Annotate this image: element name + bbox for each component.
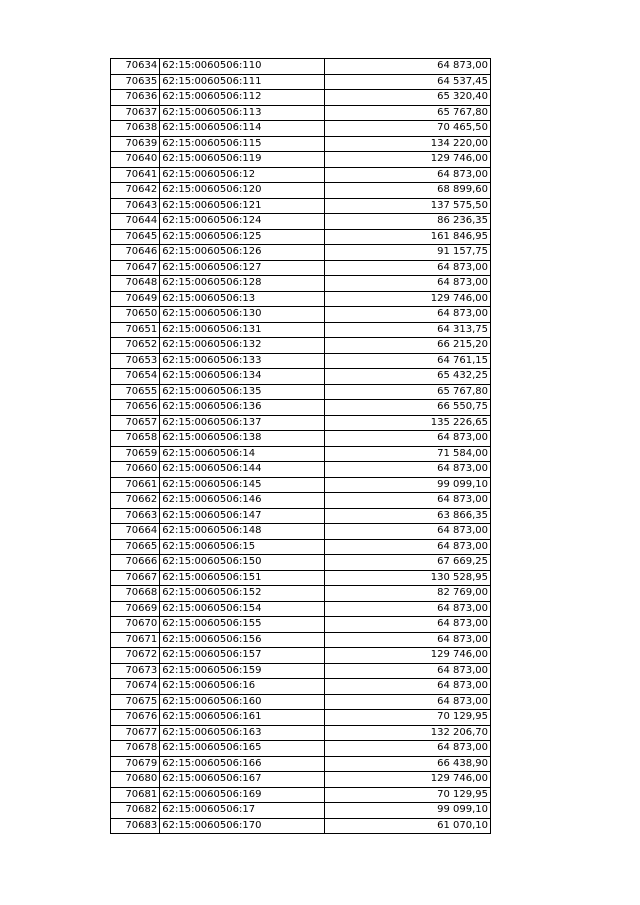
cadastral-number-cell: 62:15:0060506:167: [160, 772, 325, 788]
row-number-cell: 70677: [111, 725, 160, 741]
cadastral-number-cell: 62:15:0060506:131: [160, 322, 325, 338]
cadastral-number-cell: 62:15:0060506:15: [160, 539, 325, 555]
records-table: [110, 58, 491, 834]
cadastral-number-cell: 62:15:0060506:113: [160, 105, 325, 121]
row-number-cell: 70645: [111, 229, 160, 245]
cadastral-number-cell: 62:15:0060506:145: [160, 477, 325, 493]
amount-cell: 64 761,15: [325, 353, 491, 369]
row-number-cell: 70668: [111, 586, 160, 602]
table-row: [111, 555, 491, 571]
amount-cell: 64 537,45: [325, 74, 491, 90]
table-row: [111, 648, 491, 664]
row-number-cell: 70666: [111, 555, 160, 571]
table-row: [111, 260, 491, 276]
table-row: [111, 539, 491, 555]
records-table-body: [111, 59, 491, 834]
row-number-cell: 70655: [111, 384, 160, 400]
table-row: [111, 291, 491, 307]
cadastral-number-cell: 62:15:0060506:166: [160, 756, 325, 772]
table-row: [111, 446, 491, 462]
row-number-cell: 70681: [111, 787, 160, 803]
amount-cell: 65 767,80: [325, 105, 491, 121]
amount-cell: 134 220,00: [325, 136, 491, 152]
amount-cell: 129 746,00: [325, 291, 491, 307]
row-number-cell: 70634: [111, 59, 160, 75]
row-number-cell: 70646: [111, 245, 160, 261]
table-row: [111, 353, 491, 369]
table-row: [111, 493, 491, 509]
row-number-cell: 70659: [111, 446, 160, 462]
cadastral-number-cell: 62:15:0060506:132: [160, 338, 325, 354]
row-number-cell: 70662: [111, 493, 160, 509]
table-row: [111, 121, 491, 137]
row-number-cell: 70657: [111, 415, 160, 431]
row-number-cell: 70651: [111, 322, 160, 338]
row-number-cell: 70672: [111, 648, 160, 664]
table-row: [111, 90, 491, 106]
row-number-cell: 70647: [111, 260, 160, 276]
cadastral-number-cell: 62:15:0060506:120: [160, 183, 325, 199]
table-row: [111, 369, 491, 385]
row-number-cell: 70641: [111, 167, 160, 183]
cadastral-number-cell: 62:15:0060506:160: [160, 694, 325, 710]
row-number-cell: 70679: [111, 756, 160, 772]
table-row: [111, 415, 491, 431]
table-row: [111, 477, 491, 493]
table-row: [111, 229, 491, 245]
amount-cell: 64 873,00: [325, 260, 491, 276]
amount-cell: 71 584,00: [325, 446, 491, 462]
cadastral-number-cell: 62:15:0060506:125: [160, 229, 325, 245]
row-number-cell: 70656: [111, 400, 160, 416]
row-number-cell: 70669: [111, 601, 160, 617]
table-row: [111, 679, 491, 695]
amount-cell: 64 873,00: [325, 462, 491, 478]
amount-cell: 64 313,75: [325, 322, 491, 338]
amount-cell: 64 873,00: [325, 694, 491, 710]
table-row: [111, 322, 491, 338]
cadastral-number-cell: 62:15:0060506:165: [160, 741, 325, 757]
table-row: [111, 694, 491, 710]
cadastral-number-cell: 62:15:0060506:13: [160, 291, 325, 307]
amount-cell: 70 129,95: [325, 710, 491, 726]
row-number-cell: 70643: [111, 198, 160, 214]
table-row: [111, 276, 491, 292]
table-row: [111, 198, 491, 214]
cadastral-number-cell: 62:15:0060506:130: [160, 307, 325, 323]
row-number-cell: 70661: [111, 477, 160, 493]
row-number-cell: 70670: [111, 617, 160, 633]
amount-cell: 64 873,00: [325, 431, 491, 447]
row-number-cell: 70658: [111, 431, 160, 447]
table-row: [111, 586, 491, 602]
amount-cell: 129 746,00: [325, 772, 491, 788]
row-number-cell: 70635: [111, 74, 160, 90]
row-number-cell: 70653: [111, 353, 160, 369]
cadastral-number-cell: 62:15:0060506:152: [160, 586, 325, 602]
amount-cell: 66 438,90: [325, 756, 491, 772]
row-number-cell: 70642: [111, 183, 160, 199]
table-row: [111, 524, 491, 540]
amount-cell: 64 873,00: [325, 679, 491, 695]
cadastral-number-cell: 62:15:0060506:136: [160, 400, 325, 416]
row-number-cell: 70673: [111, 663, 160, 679]
row-number-cell: 70663: [111, 508, 160, 524]
amount-cell: 64 873,00: [325, 307, 491, 323]
cadastral-number-cell: 62:15:0060506:146: [160, 493, 325, 509]
row-number-cell: 70644: [111, 214, 160, 230]
cadastral-number-cell: 62:15:0060506:110: [160, 59, 325, 75]
table-row: [111, 710, 491, 726]
amount-cell: 137 575,50: [325, 198, 491, 214]
table-row: [111, 663, 491, 679]
table-row: [111, 601, 491, 617]
cadastral-number-cell: 62:15:0060506:138: [160, 431, 325, 447]
row-number-cell: 70665: [111, 539, 160, 555]
amount-cell: 132 206,70: [325, 725, 491, 741]
row-number-cell: 70667: [111, 570, 160, 586]
amount-cell: 64 873,00: [325, 59, 491, 75]
cadastral-number-cell: 62:15:0060506:151: [160, 570, 325, 586]
cadastral-number-cell: 62:15:0060506:112: [160, 90, 325, 106]
amount-cell: 82 769,00: [325, 586, 491, 602]
row-number-cell: 70674: [111, 679, 160, 695]
cadastral-number-cell: 62:15:0060506:148: [160, 524, 325, 540]
row-number-cell: 70639: [111, 136, 160, 152]
cadastral-number-cell: 62:15:0060506:157: [160, 648, 325, 664]
row-number-cell: 70640: [111, 152, 160, 168]
amount-cell: 86 236,35: [325, 214, 491, 230]
cadastral-number-cell: 62:15:0060506:161: [160, 710, 325, 726]
table-row: [111, 632, 491, 648]
amount-cell: 99 099,10: [325, 803, 491, 819]
amount-cell: 129 746,00: [325, 648, 491, 664]
amount-cell: 65 320,40: [325, 90, 491, 106]
cadastral-number-cell: 62:15:0060506:17: [160, 803, 325, 819]
cadastral-number-cell: 62:15:0060506:127: [160, 260, 325, 276]
table-row: [111, 772, 491, 788]
table-row: [111, 570, 491, 586]
cadastral-number-cell: 62:15:0060506:114: [160, 121, 325, 137]
amount-cell: 70 465,50: [325, 121, 491, 137]
table-row: [111, 214, 491, 230]
cadastral-number-cell: 62:15:0060506:137: [160, 415, 325, 431]
cadastral-number-cell: 62:15:0060506:135: [160, 384, 325, 400]
table-row: [111, 384, 491, 400]
row-number-cell: 70676: [111, 710, 160, 726]
table-row: [111, 338, 491, 354]
amount-cell: 65 767,80: [325, 384, 491, 400]
table-row: [111, 725, 491, 741]
table-row: [111, 136, 491, 152]
table-row: [111, 74, 491, 90]
cadastral-number-cell: 62:15:0060506:144: [160, 462, 325, 478]
cadastral-number-cell: 62:15:0060506:126: [160, 245, 325, 261]
table-row: [111, 803, 491, 819]
cadastral-number-cell: 62:15:0060506:147: [160, 508, 325, 524]
table-row: [111, 167, 491, 183]
cadastral-number-cell: 62:15:0060506:12: [160, 167, 325, 183]
cadastral-number-cell: 62:15:0060506:16: [160, 679, 325, 695]
table-row: [111, 105, 491, 121]
cadastral-number-cell: 62:15:0060506:124: [160, 214, 325, 230]
amount-cell: 64 873,00: [325, 617, 491, 633]
table-row: [111, 183, 491, 199]
amount-cell: 64 873,00: [325, 276, 491, 292]
row-number-cell: 70660: [111, 462, 160, 478]
cadastral-number-cell: 62:15:0060506:111: [160, 74, 325, 90]
amount-cell: 64 873,00: [325, 741, 491, 757]
cadastral-number-cell: 62:15:0060506:14: [160, 446, 325, 462]
cadastral-number-cell: 62:15:0060506:121: [160, 198, 325, 214]
amount-cell: 135 226,65: [325, 415, 491, 431]
row-number-cell: 70682: [111, 803, 160, 819]
amount-cell: 129 746,00: [325, 152, 491, 168]
table-row: [111, 617, 491, 633]
amount-cell: 91 157,75: [325, 245, 491, 261]
table-row: [111, 431, 491, 447]
cadastral-number-cell: 62:15:0060506:128: [160, 276, 325, 292]
amount-cell: 64 873,00: [325, 167, 491, 183]
table-row: [111, 818, 491, 834]
cadastral-number-cell: 62:15:0060506:155: [160, 617, 325, 633]
table-row: [111, 245, 491, 261]
table-row: [111, 59, 491, 75]
row-number-cell: 70649: [111, 291, 160, 307]
cadastral-number-cell: 62:15:0060506:134: [160, 369, 325, 385]
row-number-cell: 70652: [111, 338, 160, 354]
amount-cell: 130 528,95: [325, 570, 491, 586]
cadastral-number-cell: 62:15:0060506:119: [160, 152, 325, 168]
table-row: [111, 741, 491, 757]
row-number-cell: 70671: [111, 632, 160, 648]
row-number-cell: 70654: [111, 369, 160, 385]
row-number-cell: 70638: [111, 121, 160, 137]
row-number-cell: 70637: [111, 105, 160, 121]
amount-cell: 161 846,95: [325, 229, 491, 245]
cadastral-number-cell: 62:15:0060506:170: [160, 818, 325, 834]
table-row: [111, 756, 491, 772]
row-number-cell: 70678: [111, 741, 160, 757]
cadastral-number-cell: 62:15:0060506:133: [160, 353, 325, 369]
amount-cell: 67 669,25: [325, 555, 491, 571]
cadastral-number-cell: 62:15:0060506:169: [160, 787, 325, 803]
row-number-cell: 70650: [111, 307, 160, 323]
amount-cell: 64 873,00: [325, 493, 491, 509]
amount-cell: 99 099,10: [325, 477, 491, 493]
cadastral-number-cell: 62:15:0060506:115: [160, 136, 325, 152]
amount-cell: 64 873,00: [325, 539, 491, 555]
row-number-cell: 70675: [111, 694, 160, 710]
amount-cell: 64 873,00: [325, 663, 491, 679]
amount-cell: 61 070,10: [325, 818, 491, 834]
amount-cell: 65 432,25: [325, 369, 491, 385]
row-number-cell: 70636: [111, 90, 160, 106]
amount-cell: 64 873,00: [325, 632, 491, 648]
amount-cell: 66 550,75: [325, 400, 491, 416]
amount-cell: 70 129,95: [325, 787, 491, 803]
table-row: [111, 152, 491, 168]
amount-cell: 66 215,20: [325, 338, 491, 354]
cadastral-number-cell: 62:15:0060506:150: [160, 555, 325, 571]
amount-cell: 68 899,60: [325, 183, 491, 199]
cadastral-number-cell: 62:15:0060506:154: [160, 601, 325, 617]
amount-cell: 64 873,00: [325, 601, 491, 617]
table-row: [111, 787, 491, 803]
row-number-cell: 70680: [111, 772, 160, 788]
table-row: [111, 508, 491, 524]
table-row: [111, 462, 491, 478]
cadastral-number-cell: 62:15:0060506:156: [160, 632, 325, 648]
amount-cell: 64 873,00: [325, 524, 491, 540]
cadastral-number-cell: 62:15:0060506:159: [160, 663, 325, 679]
cadastral-number-cell: 62:15:0060506:163: [160, 725, 325, 741]
table-row: [111, 400, 491, 416]
row-number-cell: 70683: [111, 818, 160, 834]
row-number-cell: 70664: [111, 524, 160, 540]
table-row: [111, 307, 491, 323]
amount-cell: 63 866,35: [325, 508, 491, 524]
row-number-cell: 70648: [111, 276, 160, 292]
